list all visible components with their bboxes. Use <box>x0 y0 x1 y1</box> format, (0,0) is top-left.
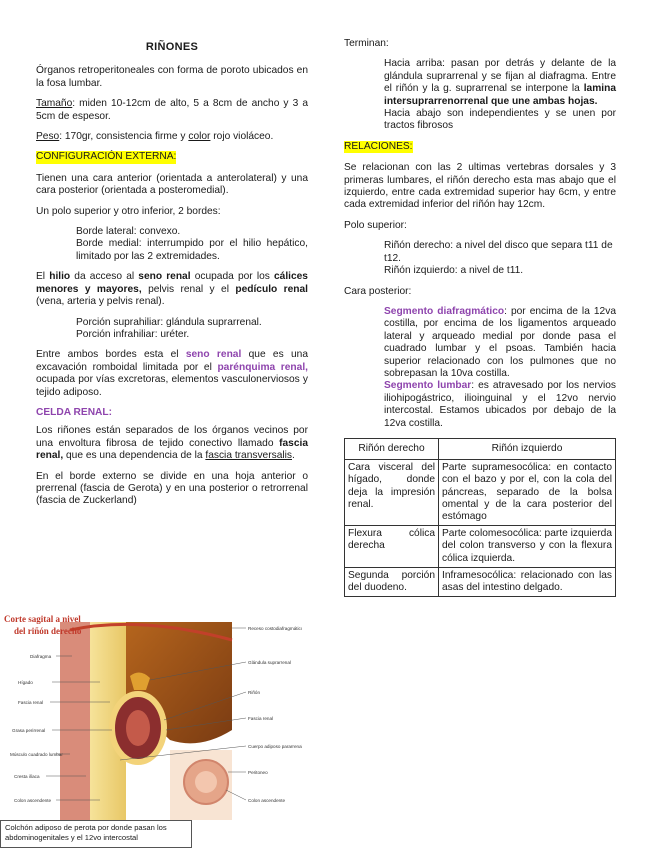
hilio-paragraph <box>36 271 308 308</box>
porcion-infrahiliar: Porción infrahiliar: uréter. <box>76 328 190 340</box>
back-muscle-shape <box>60 622 90 820</box>
polo-superior-label: Polo superior: <box>344 219 407 231</box>
kidney-sagittal-diagram <box>0 610 302 820</box>
hilio-text-1: El <box>36 271 50 283</box>
pediculo-bold: pedículo renal <box>235 283 308 295</box>
celda-text-2: que es una dependencia de la <box>63 450 206 462</box>
intestine-area-shape <box>170 750 232 820</box>
peso-paragraph <box>36 131 308 143</box>
segmento-lumbar <box>384 380 616 430</box>
table-row <box>345 460 616 526</box>
calices-bold: cálices menores y mayores, <box>36 271 308 295</box>
hilio-text-5: (vena, arteria y pelvis renal). <box>36 296 165 308</box>
diagram-label-right-4: Fascia renal <box>248 716 274 721</box>
renal-pelvis-shape <box>126 710 150 746</box>
seno-text-3: ocupada por vías excretoras, elementos vasculonerviosos y tejido adiposo. <box>36 374 308 398</box>
peso-text-2: rojo violáceo. <box>210 131 274 143</box>
celda-text-3: . <box>292 450 295 462</box>
seg-lumb-label: Segmento lumbar <box>384 380 472 392</box>
table-cell: Parte colomesocólica: parte izquierda del colon transverso y con la flexura cólica izquierda. <box>439 526 616 568</box>
caras-paragraph: Tienen una cara anterior (orientada a anterolateral) y una cara posterior (orientada a posteromedial). <box>36 172 308 197</box>
diagram-svg <box>0 610 302 820</box>
diagram-caption: Colchón adiposo de perota por donde pasan los abdominogenitales y el 12vo intercostal <box>0 820 192 848</box>
celda-heading: CELDA RENAL: <box>36 406 113 418</box>
seg-diaf-label: Segmento diafragmático <box>384 305 505 317</box>
diagram-label-left-2: Hígado <box>18 680 33 685</box>
terminan-block <box>344 58 616 132</box>
page-title: RIÑONES <box>145 41 199 53</box>
diagram-label-left-5: Músculo cuadrado lumbar <box>10 752 63 757</box>
table-header-izquierdo: Riñón izquierdo <box>439 438 616 459</box>
diagram-label-left-6: Cresta ilíaca <box>14 774 40 779</box>
rinon-derecho-nivel: Riñón derecho: a nivel del disco que separa t11 de t12. <box>384 240 613 264</box>
table-row <box>345 567 616 596</box>
cara-posterior-label: Cara posterior: <box>344 285 412 297</box>
tamano-label: Tamaño <box>36 98 73 110</box>
table-row <box>345 526 616 568</box>
peso-label: Peso <box>36 131 60 143</box>
celda-text-1: Los riñones están separados de los órganos vecinos por una envoltura fibrosa de tejido conectivo llamado <box>36 425 308 449</box>
seno-text-1: Entre ambos bordes esta el <box>36 349 186 361</box>
seno-renal-bold: seno renal <box>138 271 191 283</box>
borde-medial: Borde medial: interrumpido por el hilio hepático, limitado por las 2 extremidades. <box>76 238 308 262</box>
bordes-block <box>36 226 308 263</box>
config-heading: CONFIGURACIÓN EXTERNA: <box>36 151 177 163</box>
terminan-label: Terminan: <box>344 38 389 49</box>
diagram-title-line2: del riñón derecho <box>14 626 82 636</box>
hilio-text-4: pelvis renal y el <box>141 283 236 295</box>
table-cell: Inframesocólica: relacionado con las asas del intestino delgado. <box>439 567 616 596</box>
abajo-paragraph: Hacia abajo son independientes y se unen por tractos fibrosos <box>384 108 616 132</box>
segmento-diafragmatico <box>384 306 616 380</box>
lamina-bold: lamina intersuprarrenorrenal que une ambas hojas. <box>384 83 616 107</box>
tamano-paragraph <box>36 98 308 123</box>
fascia-renal-bold: fascia renal, <box>36 437 308 462</box>
diagram-label-left-3: Fascia renal <box>18 700 44 705</box>
hilio-text-2: da acceso al <box>70 271 139 283</box>
arriba-paragraph <box>384 58 616 108</box>
tamano-text: : miden 10-12cm de alto, 5 a 8cm de ancho y 3 a 5cm de espesor. <box>36 98 308 122</box>
table-cell: Parte supramesocólica: en contacto con el bazo y por el, con la cola del páncreas, separado de la bolsa omental y de la cara posterior del estómago <box>439 460 616 526</box>
diagram-label-right-7: Colon ascendente <box>248 798 286 803</box>
diagram-label-right-3: Riñón <box>248 690 261 695</box>
hilio-text-3: ocupada por los <box>190 271 274 283</box>
diagram-title-line1: Corte sagital a nivel <box>4 614 81 624</box>
table-cell: Flexura cólica derecha <box>345 526 439 568</box>
seno-renal-purple: seno renal <box>185 349 242 361</box>
diagram-label-left-1: Diafragma <box>30 654 52 659</box>
diagram-label-right-2: Glándula suprarrenal <box>248 660 291 665</box>
polo-superior-block <box>344 240 616 277</box>
borde-lateral: Borde lateral: convexo. <box>76 226 181 238</box>
porcion-suprahiliar: Porción suprahiliar: glándula suprarrenal. <box>76 316 262 328</box>
celda-paragraph <box>36 425 308 462</box>
right-column <box>344 0 616 597</box>
seg-diaf-text: : por encima de la 12va costilla, por encima de los ligamentos arqueado lateral y arqueado medial por donde pasa el cuadrado lumbar y el psoas. También hacia superior relacionado con los pulmones que no sobrepasan la 10va costilla. <box>384 305 616 379</box>
diagram-label-left-4: Grasa perirrenal <box>12 728 46 733</box>
polos-paragraph: Un polo superior y otro inferior, 2 bordes: <box>36 205 221 217</box>
seg-lumb-text: : es atravesado por los nervios iliohipogástrico, ilioinguinal y el 12vo nervio intercostal. Estamos ubicados por debajo de la 12va costilla. <box>384 380 616 429</box>
diagram-label-right-5: Cuerpo adiposo pararrenal <box>248 744 302 749</box>
borde-externo-paragraph: En el borde externo se divide en una hoja anterior o prerrenal (fascia de Gerota) y en una posterior o retrorrenal (fascia de Zuckerland) <box>36 470 308 507</box>
arriba-text: Hacia arriba: pasan por detrás y delante de la glándula suprarrenal y se fijan al diafragma. Entre el riñón y la g. suprarrenal se interpone la <box>384 58 616 95</box>
cara-posterior-block <box>344 306 616 430</box>
table-cell: Cara visceral del hígado, donde deja la impresión renal. <box>345 460 439 526</box>
diagram-label-left-7: Colon ascendente <box>14 798 52 803</box>
hilio-bold: hilio <box>49 271 71 283</box>
table-cell: Segunda porción del duodeno. <box>345 567 439 596</box>
left-column <box>36 0 308 516</box>
fascia-transversalis: fascia transversalis <box>205 450 292 462</box>
rinon-izquierdo-nivel: Riñón izquierdo: a nivel de t11. <box>384 265 524 277</box>
diagram-label-right-1: Receso costodiafragmático <box>248 626 302 631</box>
parenquima-purple: parénquima renal, <box>217 361 308 373</box>
seno-text-2: que es una excavación romboidal limitada por el <box>36 349 308 373</box>
intro-paragraph: Órganos retroperitoneales con forma de poroto ubicados en la fosa lumbar. <box>36 65 308 89</box>
diagram-label-right-6: Peritoneo <box>248 770 268 775</box>
porciones-block <box>36 317 308 342</box>
seno-paragraph <box>36 349 308 399</box>
color-label: color <box>188 131 211 143</box>
relaciones-paragraph: Se relacionan con las 2 ultimas vertebras dorsales y 3 primeras lumbares, el riñón derecho esta mas abajo que el izquierdo, entre cada extremidad superior hay 6cm, y entre cada extremidad inferior del riñón hay 12cm. <box>344 162 616 211</box>
relaciones-table <box>344 438 616 597</box>
relaciones-heading: RELACIONES: <box>344 140 413 152</box>
table-header-row <box>345 438 616 459</box>
peso-text-1: : 170gr, consistencia firme y <box>59 131 189 143</box>
table-header-derecho: Riñón derecho <box>345 438 439 459</box>
